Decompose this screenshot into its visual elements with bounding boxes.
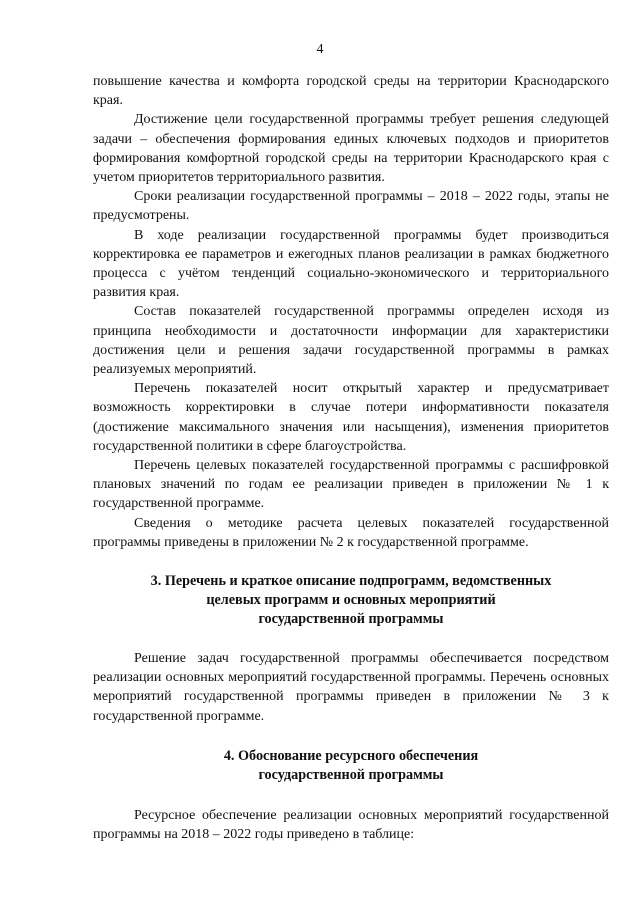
paragraph-continuation: повышение качества и комфорта городской среды на территории Краснодарского края. bbox=[93, 74, 609, 109]
page-number: 4 bbox=[316, 42, 324, 57]
section-4-heading bbox=[93, 747, 609, 785]
paragraph-appendix-1: Перечень целевых показателей государственной программы с расшифровкой плановых значений по годам ее реализации приведен в приложении № 1 к государственной программе. bbox=[93, 458, 609, 512]
section-4-title-line-2: государственной программы bbox=[258, 766, 444, 783]
paragraph-indicators-list: Перечень показателей носит открытый характер и предусматривает возможность корректировки в случае потери информативности показателя (достижение максимального значения или насыщения), изменения приоритетов государственной политики в сфере благоустройства. bbox=[93, 381, 609, 454]
section-3-heading bbox=[93, 572, 609, 629]
paragraph-goal: Достижение цели государственной программы требует решения следующей задачи – обеспечения формирования единых ключевых подходов и приоритетов формирования комфортной городской среды на территории Краснодарского края с учетом приоритетов территориального развития. bbox=[93, 112, 609, 186]
paragraph-appendix-2: Сведения о методике расчета целевых показателей государственной программы приведены в приложении № 2 к государственной программе. bbox=[93, 515, 609, 550]
section-4-paragraph: Ресурсное обеспечение реализации основных мероприятий государственной программы на 2018 – 2022 годы приведено в таблице: bbox=[93, 807, 609, 843]
paragraph-indicators-composition: Состав показателей государственной программы определен исходя из принципа необходимости и достаточности информации для характеристики достижения цели и решения задачи государственной программы в рамках реализуемых мероприятий. bbox=[93, 304, 609, 378]
section-4-title-line-1: 4. Обоснование ресурсного обеспечения bbox=[223, 747, 479, 764]
document-body bbox=[93, 72, 609, 844]
section-3-title-line-2: целевых программ и основных мероприятий bbox=[206, 592, 496, 609]
paragraph-adjustment: В ходе реализации государственной программы будет производиться корректировка ее параметров и ежегодных планов реализации в рамках бюджетного процесса с учётом тенденций социально-экономического и территориального развития края. bbox=[93, 227, 609, 301]
section-3-title-line-1: 3. Перечень и краткое описание подпрограмм, ведомственных bbox=[150, 573, 552, 590]
paragraph-terms: Сроки реализации государственной программы – 2018 – 2022 годы, этапы не предусмотрены. bbox=[93, 189, 609, 224]
section-3-title-line-3: государственной программы bbox=[258, 611, 444, 628]
section-3-paragraph: Решение задач государственной программы обеспечивается посредством реализации основных мероприятий государственной программы. Перечень основных мероприятий государственной программы приведен в приложении № 3 к государственной программе. bbox=[93, 651, 609, 724]
